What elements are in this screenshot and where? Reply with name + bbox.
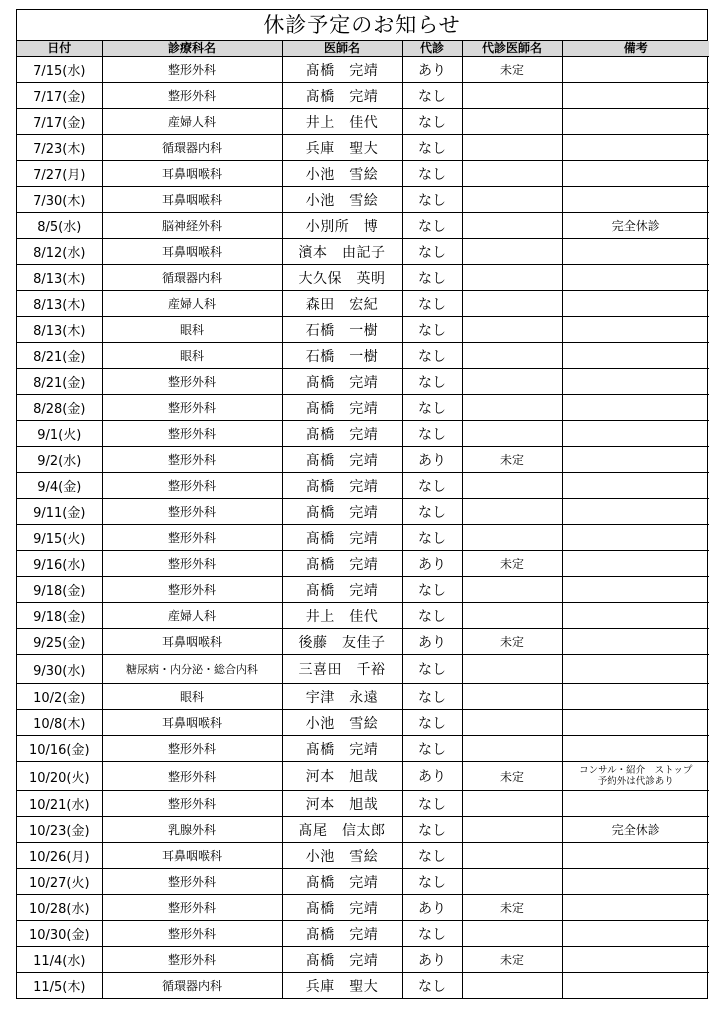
cell-doctor: 髙橋 完靖 <box>282 499 402 525</box>
cell-date: 9/11(金) <box>17 499 102 525</box>
cell-substitute: なし <box>402 921 462 947</box>
cell-substitute-doctor <box>462 343 562 369</box>
cell-date: 10/21(水) <box>17 791 102 817</box>
cell-date: 11/4(水) <box>17 947 102 973</box>
cell-department: 耳鼻咽喉科 <box>102 161 282 187</box>
cell-department: 整形外科 <box>102 577 282 603</box>
table-row <box>17 577 709 603</box>
cell-date: 10/23(金) <box>17 817 102 843</box>
cell-note <box>562 629 709 655</box>
cell-substitute-doctor: 未定 <box>462 629 562 655</box>
cell-note <box>562 161 709 187</box>
cell-substitute: なし <box>402 525 462 551</box>
cell-substitute: なし <box>402 343 462 369</box>
cell-doctor: 小池 雪絵 <box>282 187 402 213</box>
cell-date: 9/1(火) <box>17 421 102 447</box>
cell-substitute-doctor: 未定 <box>462 57 562 83</box>
cell-doctor: 三喜田 千裕 <box>282 655 402 684</box>
cell-doctor: 髙橋 完靖 <box>282 369 402 395</box>
cell-department: 産婦人科 <box>102 291 282 317</box>
cell-note <box>562 525 709 551</box>
cell-substitute-doctor <box>462 817 562 843</box>
cell-date: 10/26(月) <box>17 843 102 869</box>
cell-date: 10/16(金) <box>17 736 102 762</box>
page-title: 休診予定のお知らせ <box>17 10 707 41</box>
cell-note <box>562 343 709 369</box>
table-row <box>17 135 709 161</box>
cell-note <box>562 109 709 135</box>
cell-doctor: 河本 旭哉 <box>282 762 402 791</box>
cell-doctor: 髙橋 完靖 <box>282 395 402 421</box>
cell-date: 8/21(金) <box>17 343 102 369</box>
closure-notice-sheet <box>16 9 708 999</box>
cell-substitute: なし <box>402 869 462 895</box>
cell-department: 整形外科 <box>102 421 282 447</box>
cell-substitute: なし <box>402 291 462 317</box>
cell-substitute: なし <box>402 473 462 499</box>
cell-substitute-doctor <box>462 869 562 895</box>
cell-substitute-doctor <box>462 291 562 317</box>
cell-department: 整形外科 <box>102 499 282 525</box>
cell-substitute-doctor <box>462 239 562 265</box>
cell-note <box>562 135 709 161</box>
cell-department: 耳鼻咽喉科 <box>102 629 282 655</box>
cell-date: 9/18(金) <box>17 603 102 629</box>
cell-date: 9/16(水) <box>17 551 102 577</box>
cell-department: 整形外科 <box>102 83 282 109</box>
cell-doctor: 髙橋 完靖 <box>282 869 402 895</box>
cell-substitute-doctor: 未定 <box>462 762 562 791</box>
cell-date: 7/30(木) <box>17 187 102 213</box>
cell-department: 耳鼻咽喉科 <box>102 843 282 869</box>
cell-substitute-doctor <box>462 843 562 869</box>
cell-substitute: なし <box>402 603 462 629</box>
cell-doctor: 濱本 由記子 <box>282 239 402 265</box>
cell-substitute-doctor <box>462 684 562 710</box>
cell-substitute: なし <box>402 83 462 109</box>
cell-date: 9/25(金) <box>17 629 102 655</box>
table-row <box>17 421 709 447</box>
cell-date: 8/5(水) <box>17 213 102 239</box>
cell-substitute-doctor <box>462 921 562 947</box>
cell-department: 整形外科 <box>102 447 282 473</box>
cell-doctor: 髙橋 完靖 <box>282 83 402 109</box>
cell-department: 産婦人科 <box>102 109 282 135</box>
table-row <box>17 843 709 869</box>
cell-substitute: あり <box>402 947 462 973</box>
cell-department: 整形外科 <box>102 395 282 421</box>
cell-substitute: なし <box>402 265 462 291</box>
cell-doctor: 小別所 博 <box>282 213 402 239</box>
cell-substitute-doctor <box>462 83 562 109</box>
closure-schedule-table <box>17 41 709 998</box>
cell-date: 9/18(金) <box>17 577 102 603</box>
cell-note: 完全休診 <box>562 817 709 843</box>
cell-substitute-doctor <box>462 265 562 291</box>
cell-substitute: なし <box>402 109 462 135</box>
cell-substitute: なし <box>402 161 462 187</box>
cell-doctor: 髙橋 完靖 <box>282 736 402 762</box>
cell-note <box>562 369 709 395</box>
cell-note <box>562 603 709 629</box>
cell-doctor: 河本 旭哉 <box>282 791 402 817</box>
cell-note <box>562 473 709 499</box>
cell-date: 10/27(火) <box>17 869 102 895</box>
cell-substitute: なし <box>402 187 462 213</box>
cell-substitute-doctor <box>462 525 562 551</box>
cell-substitute: なし <box>402 239 462 265</box>
header-note: 備考 <box>562 41 709 57</box>
cell-substitute: なし <box>402 655 462 684</box>
cell-date: 10/2(金) <box>17 684 102 710</box>
table-row <box>17 736 709 762</box>
cell-date: 7/27(月) <box>17 161 102 187</box>
cell-doctor: 兵庫 聖大 <box>282 135 402 161</box>
cell-substitute: なし <box>402 817 462 843</box>
table-row <box>17 109 709 135</box>
table-row <box>17 629 709 655</box>
cell-department: 眼科 <box>102 343 282 369</box>
cell-note <box>562 265 709 291</box>
cell-doctor: 石橋 一樹 <box>282 317 402 343</box>
header-substitute-doctor: 代診医師名 <box>462 41 562 57</box>
cell-doctor: 小池 雪絵 <box>282 161 402 187</box>
cell-department: 整形外科 <box>102 762 282 791</box>
cell-date: 8/28(金) <box>17 395 102 421</box>
cell-note <box>562 947 709 973</box>
cell-substitute-doctor: 未定 <box>462 947 562 973</box>
table-row <box>17 551 709 577</box>
cell-note: コンサル・紹介 ストップ 予約外は代診あり <box>562 762 709 791</box>
cell-department: 整形外科 <box>102 791 282 817</box>
table-row <box>17 895 709 921</box>
cell-date: 7/15(水) <box>17 57 102 83</box>
table-row <box>17 187 709 213</box>
table-row <box>17 265 709 291</box>
table-row <box>17 947 709 973</box>
table-row <box>17 684 709 710</box>
table-row <box>17 291 709 317</box>
cell-doctor: 小池 雪絵 <box>282 710 402 736</box>
cell-substitute-doctor: 未定 <box>462 895 562 921</box>
cell-department: 整形外科 <box>102 736 282 762</box>
cell-date: 8/13(木) <box>17 291 102 317</box>
table-row <box>17 83 709 109</box>
cell-date: 7/23(木) <box>17 135 102 161</box>
cell-substitute: なし <box>402 421 462 447</box>
cell-substitute-doctor <box>462 577 562 603</box>
cell-substitute-doctor <box>462 369 562 395</box>
cell-note <box>562 895 709 921</box>
cell-date: 10/8(木) <box>17 710 102 736</box>
table-row <box>17 603 709 629</box>
table-row <box>17 817 709 843</box>
cell-department: 整形外科 <box>102 947 282 973</box>
table-row <box>17 447 709 473</box>
cell-note <box>562 973 709 999</box>
cell-date: 9/2(水) <box>17 447 102 473</box>
cell-department: 整形外科 <box>102 473 282 499</box>
cell-substitute-doctor <box>462 603 562 629</box>
cell-note <box>562 921 709 947</box>
cell-note <box>562 57 709 83</box>
table-row <box>17 57 709 83</box>
cell-date: 8/21(金) <box>17 369 102 395</box>
cell-doctor: 髙橋 完靖 <box>282 525 402 551</box>
cell-substitute-doctor <box>462 710 562 736</box>
cell-date: 7/17(金) <box>17 83 102 109</box>
cell-department: 眼科 <box>102 317 282 343</box>
cell-doctor: 髙橋 完靖 <box>282 895 402 921</box>
cell-department: 整形外科 <box>102 869 282 895</box>
cell-note <box>562 736 709 762</box>
cell-note <box>562 710 709 736</box>
table-row <box>17 343 709 369</box>
cell-doctor: 井上 佳代 <box>282 603 402 629</box>
cell-note <box>562 187 709 213</box>
table-row <box>17 213 709 239</box>
cell-substitute-doctor <box>462 791 562 817</box>
cell-doctor: 大久保 英明 <box>282 265 402 291</box>
cell-substitute-doctor <box>462 213 562 239</box>
cell-substitute-doctor <box>462 973 562 999</box>
cell-substitute: なし <box>402 791 462 817</box>
cell-department: 糖尿病・内分泌・総合内科 <box>102 655 282 684</box>
cell-note <box>562 684 709 710</box>
table-row <box>17 369 709 395</box>
cell-substitute-doctor: 未定 <box>462 551 562 577</box>
cell-doctor: 髙橋 完靖 <box>282 551 402 577</box>
table-row <box>17 239 709 265</box>
cell-substitute-doctor <box>462 736 562 762</box>
cell-department: 耳鼻咽喉科 <box>102 710 282 736</box>
table-row <box>17 473 709 499</box>
cell-department: 循環器内科 <box>102 135 282 161</box>
cell-substitute: なし <box>402 395 462 421</box>
cell-note <box>562 239 709 265</box>
cell-substitute-doctor <box>462 109 562 135</box>
table-row <box>17 317 709 343</box>
cell-substitute-doctor <box>462 187 562 213</box>
table-header-row <box>17 41 709 57</box>
header-department: 診療科名 <box>102 41 282 57</box>
cell-doctor: 宇津 永遠 <box>282 684 402 710</box>
table-row <box>17 921 709 947</box>
cell-substitute: なし <box>402 499 462 525</box>
header-substitute: 代診 <box>402 41 462 57</box>
table-row <box>17 525 709 551</box>
cell-doctor: 髙橋 完靖 <box>282 947 402 973</box>
cell-substitute-doctor <box>462 395 562 421</box>
cell-note <box>562 291 709 317</box>
cell-substitute-doctor <box>462 655 562 684</box>
cell-substitute-doctor <box>462 135 562 161</box>
cell-substitute: なし <box>402 710 462 736</box>
cell-date: 10/20(火) <box>17 762 102 791</box>
cell-substitute: あり <box>402 762 462 791</box>
cell-doctor: 井上 佳代 <box>282 109 402 135</box>
cell-date: 8/12(水) <box>17 239 102 265</box>
cell-doctor: 髙橋 完靖 <box>282 921 402 947</box>
cell-substitute: あり <box>402 447 462 473</box>
cell-doctor: 髙橋 完靖 <box>282 57 402 83</box>
cell-date: 8/13(木) <box>17 265 102 291</box>
cell-substitute: なし <box>402 843 462 869</box>
cell-substitute: あり <box>402 57 462 83</box>
cell-doctor: 兵庫 聖大 <box>282 973 402 999</box>
cell-note <box>562 447 709 473</box>
cell-department: 脳神経外科 <box>102 213 282 239</box>
cell-note <box>562 317 709 343</box>
cell-doctor: 髙橋 完靖 <box>282 447 402 473</box>
cell-substitute: なし <box>402 317 462 343</box>
cell-note <box>562 843 709 869</box>
cell-date: 10/30(金) <box>17 921 102 947</box>
cell-department: 眼科 <box>102 684 282 710</box>
cell-note <box>562 655 709 684</box>
cell-note <box>562 395 709 421</box>
cell-doctor: 後藤 友佳子 <box>282 629 402 655</box>
cell-note <box>562 551 709 577</box>
cell-date: 9/15(火) <box>17 525 102 551</box>
table-row <box>17 499 709 525</box>
cell-department: 循環器内科 <box>102 265 282 291</box>
table-row <box>17 973 709 999</box>
cell-doctor: 森田 宏紀 <box>282 291 402 317</box>
cell-date: 9/4(金) <box>17 473 102 499</box>
cell-note <box>562 869 709 895</box>
cell-department: 循環器内科 <box>102 973 282 999</box>
cell-substitute-doctor <box>462 499 562 525</box>
cell-note <box>562 83 709 109</box>
cell-substitute-doctor <box>462 317 562 343</box>
cell-department: 耳鼻咽喉科 <box>102 187 282 213</box>
cell-date: 8/13(木) <box>17 317 102 343</box>
cell-department: 整形外科 <box>102 551 282 577</box>
cell-substitute-doctor <box>462 161 562 187</box>
table-row <box>17 869 709 895</box>
table-row <box>17 762 709 791</box>
cell-department: 整形外科 <box>102 921 282 947</box>
cell-department: 整形外科 <box>102 525 282 551</box>
table-row <box>17 161 709 187</box>
cell-note <box>562 499 709 525</box>
cell-doctor: 髙尾 信太郎 <box>282 817 402 843</box>
cell-date: 7/17(金) <box>17 109 102 135</box>
cell-date: 9/30(水) <box>17 655 102 684</box>
cell-doctor: 髙橋 完靖 <box>282 473 402 499</box>
cell-doctor: 石橋 一樹 <box>282 343 402 369</box>
cell-substitute-doctor: 未定 <box>462 447 562 473</box>
cell-department: 産婦人科 <box>102 603 282 629</box>
cell-substitute: なし <box>402 973 462 999</box>
cell-substitute: あり <box>402 895 462 921</box>
cell-department: 整形外科 <box>102 895 282 921</box>
table-row <box>17 655 709 684</box>
cell-substitute: あり <box>402 551 462 577</box>
cell-doctor: 髙橋 完靖 <box>282 421 402 447</box>
cell-substitute: なし <box>402 684 462 710</box>
header-doctor: 医師名 <box>282 41 402 57</box>
table-row <box>17 791 709 817</box>
cell-department: 整形外科 <box>102 57 282 83</box>
cell-substitute: なし <box>402 577 462 603</box>
cell-doctor: 髙橋 完靖 <box>282 577 402 603</box>
cell-note <box>562 791 709 817</box>
cell-note: 完全休診 <box>562 213 709 239</box>
header-date: 日付 <box>17 41 102 57</box>
cell-note <box>562 421 709 447</box>
cell-substitute: あり <box>402 629 462 655</box>
cell-substitute-doctor <box>462 421 562 447</box>
cell-substitute: なし <box>402 369 462 395</box>
cell-date: 10/28(水) <box>17 895 102 921</box>
table-row <box>17 395 709 421</box>
cell-substitute: なし <box>402 213 462 239</box>
table-row <box>17 710 709 736</box>
cell-date: 11/5(木) <box>17 973 102 999</box>
cell-substitute-doctor <box>462 473 562 499</box>
cell-substitute: なし <box>402 135 462 161</box>
cell-department: 耳鼻咽喉科 <box>102 239 282 265</box>
cell-department: 整形外科 <box>102 369 282 395</box>
cell-department: 乳腺外科 <box>102 817 282 843</box>
cell-substitute: なし <box>402 736 462 762</box>
cell-doctor: 小池 雪絵 <box>282 843 402 869</box>
cell-note <box>562 577 709 603</box>
